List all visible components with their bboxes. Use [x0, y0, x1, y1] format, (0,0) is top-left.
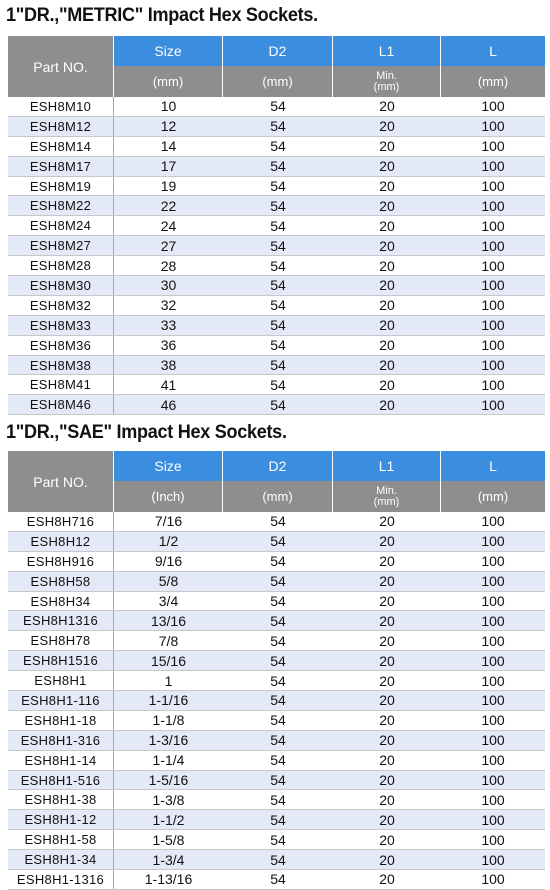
d2-cell: 54: [270, 772, 286, 789]
part-number-cell: ESH8H1-14: [8, 751, 114, 770]
l1-cell: 20: [379, 237, 395, 254]
size-cell: 1-1/8: [152, 712, 185, 729]
l1-cell: 20: [379, 277, 395, 294]
l-cell: 100: [481, 158, 505, 175]
l1-cell: 20: [379, 217, 395, 234]
l-cell: 100: [481, 118, 505, 135]
d2-header: D2: [223, 36, 332, 66]
d2-cell: 54: [270, 712, 286, 729]
l-cell: 100: [481, 851, 505, 868]
d2-cell: 54: [270, 811, 286, 828]
d2-header: D2: [223, 451, 332, 481]
d2-cell: 54: [270, 791, 286, 808]
table-row: [8, 316, 545, 336]
l-cell: 100: [481, 632, 505, 649]
l1-cell: 20: [379, 632, 395, 649]
d2-unit: (mm): [223, 66, 332, 97]
l1-cell: 20: [379, 851, 395, 868]
l1-unit-mm: (mm): [373, 495, 400, 508]
part-number-cell: ESH8H1-38: [8, 790, 114, 809]
size-cell: 27: [160, 237, 177, 254]
l-cell: 100: [481, 138, 505, 155]
part-number-cell: ESH8M14: [8, 137, 114, 156]
table-row: [8, 651, 545, 671]
part-number-cell: ESH8H716: [8, 512, 114, 531]
l1-cell: 20: [379, 396, 395, 413]
part-number-cell: ESH8H12: [8, 532, 114, 551]
d2-unit: (mm): [223, 481, 332, 512]
table-row: [8, 830, 545, 850]
l1-cell: 20: [379, 317, 395, 334]
d2-cell: 54: [270, 513, 286, 530]
l1-cell: 20: [379, 376, 395, 393]
d2-cell: 54: [270, 573, 286, 590]
part-number-cell: ESH8H1-18: [8, 711, 114, 730]
part-number-cell: ESH8M12: [8, 117, 114, 136]
size-cell: 5/8: [158, 573, 179, 590]
l1-header: L1: [333, 36, 440, 66]
d2-cell: 54: [270, 158, 286, 175]
table-row: [8, 216, 545, 236]
size-cell: 41: [160, 376, 177, 393]
l-unit: (mm): [441, 481, 545, 512]
d2-cell: 54: [270, 138, 286, 155]
part-number-cell: ESH8H58: [8, 572, 114, 591]
d2-cell: 54: [270, 851, 286, 868]
l1-cell: 20: [379, 513, 395, 530]
l1-unit: [333, 66, 440, 97]
size-cell: 1-5/8: [152, 831, 185, 848]
part-number-cell: ESH8M19: [8, 177, 114, 196]
l1-cell: 20: [379, 337, 395, 354]
l-cell: 100: [481, 376, 505, 393]
size-cell: 10: [160, 98, 177, 115]
part-number-cell: ESH8H1316: [8, 611, 114, 630]
size-cell: 1-3/16: [148, 732, 189, 749]
part-number-cell: ESH8M17: [8, 157, 114, 176]
table-row: [8, 117, 545, 137]
d2-cell: 54: [270, 732, 286, 749]
size-cell: 1-3/4: [152, 851, 185, 868]
l1-cell: 20: [379, 197, 395, 214]
d2-cell: 54: [270, 396, 286, 413]
l1-cell: 20: [379, 158, 395, 175]
l1-cell: 20: [379, 831, 395, 848]
size-unit: (mm): [114, 66, 222, 97]
l1-unit: [333, 481, 440, 512]
table-row: [8, 572, 545, 592]
table-row: [8, 671, 545, 691]
l-cell: 100: [481, 396, 505, 413]
size-cell: 14: [160, 138, 177, 155]
l-cell: 100: [481, 257, 505, 274]
size-cell: 28: [160, 257, 177, 274]
size-cell: 9/16: [154, 553, 183, 570]
l1-cell: 20: [379, 357, 395, 374]
part-number-cell: ESH8M41: [8, 375, 114, 394]
part-number-cell: ESH8H1-34: [8, 850, 114, 869]
table-row: [8, 236, 545, 256]
size-cell: 12: [160, 118, 177, 135]
l-cell: 100: [481, 513, 505, 530]
size-cell: 7/16: [154, 513, 183, 530]
l-cell: 100: [481, 197, 505, 214]
table-row: [8, 790, 545, 810]
l-cell: 100: [481, 791, 505, 808]
l1-cell: 20: [379, 138, 395, 155]
l-cell: 100: [481, 98, 505, 115]
size-unit: (Inch): [114, 481, 222, 512]
d2-cell: 54: [270, 752, 286, 769]
table-row: [8, 512, 545, 532]
part-no-header: Part NO.: [8, 451, 113, 512]
l-cell: 100: [481, 277, 505, 294]
l1-cell: 20: [379, 118, 395, 135]
d2-cell: 54: [270, 118, 286, 135]
l-cell: 100: [481, 297, 505, 314]
part-number-cell: ESH8H1-516: [8, 771, 114, 790]
table-row: [8, 751, 545, 771]
size-cell: 30: [160, 277, 177, 294]
d2-cell: 54: [270, 217, 286, 234]
d2-cell: 54: [270, 277, 286, 294]
l1-cell: 20: [379, 692, 395, 709]
d2-cell: 54: [270, 553, 286, 570]
d2-cell: 54: [270, 831, 286, 848]
table-row: [8, 870, 545, 890]
l-cell: 100: [481, 712, 505, 729]
size-header: Size: [114, 451, 222, 481]
l-unit: (mm): [441, 66, 545, 97]
part-number-cell: ESH8M28: [8, 256, 114, 275]
l1-cell: 20: [379, 871, 395, 888]
l-cell: 100: [481, 811, 505, 828]
table-row: [8, 256, 545, 276]
l1-cell: 20: [379, 811, 395, 828]
part-number-cell: ESH8M36: [8, 336, 114, 355]
sae-title: 1"DR.,"SAE" Impact Hex Sockets.: [6, 422, 287, 443]
part-number-cell: ESH8M30: [8, 276, 114, 295]
part-number-cell: ESH8H916: [8, 552, 114, 571]
size-cell: 38: [160, 357, 177, 374]
size-cell: 46: [160, 396, 177, 413]
metric-table: [8, 36, 545, 415]
size-cell: 19: [160, 178, 177, 194]
part-no-header: Part NO.: [8, 36, 113, 97]
part-number-cell: ESH8H1-316: [8, 731, 114, 750]
table-row: [8, 196, 545, 216]
sae-table-body: [8, 512, 545, 890]
table-row: [8, 771, 545, 791]
table-row: [8, 157, 545, 177]
l-cell: 100: [481, 217, 505, 234]
size-cell: 22: [160, 197, 177, 214]
d2-cell: 54: [270, 672, 286, 689]
size-cell: 15/16: [150, 652, 187, 669]
l1-cell: 20: [379, 732, 395, 749]
table-row: [8, 592, 545, 612]
l-cell: 100: [481, 178, 505, 194]
l1-cell: 20: [379, 553, 395, 570]
l-cell: 100: [481, 553, 505, 570]
d2-cell: 54: [270, 197, 286, 214]
size-cell: 33: [160, 317, 177, 334]
d2-cell: 54: [270, 297, 286, 314]
part-number-cell: ESH8M24: [8, 216, 114, 235]
table-row: [8, 276, 545, 296]
table-row: [8, 336, 545, 356]
l-header: L: [441, 451, 545, 481]
d2-cell: 54: [270, 376, 286, 393]
l-cell: 100: [481, 772, 505, 789]
table-row: [8, 810, 545, 830]
table-row: [8, 711, 545, 731]
part-number-cell: ESH8M32: [8, 296, 114, 315]
table-row: [8, 532, 545, 552]
l-cell: 100: [481, 692, 505, 709]
size-cell: 24: [160, 217, 177, 234]
sae-table-header: [8, 451, 545, 512]
l-cell: 100: [481, 871, 505, 888]
table-row: [8, 731, 545, 751]
d2-cell: 54: [270, 337, 286, 354]
part-number-cell: ESH8H1-58: [8, 830, 114, 849]
l1-cell: 20: [379, 98, 395, 115]
d2-cell: 54: [270, 593, 286, 609]
table-row: [8, 631, 545, 651]
table-row: [8, 137, 545, 157]
table-row: [8, 611, 545, 631]
d2-cell: 54: [270, 692, 286, 709]
part-number-cell: ESH8M22: [8, 196, 114, 215]
size-cell: 36: [160, 337, 177, 354]
size-cell: 1-3/8: [152, 791, 185, 808]
l-cell: 100: [481, 337, 505, 354]
d2-cell: 54: [270, 237, 286, 254]
part-number-cell: ESH8M10: [8, 97, 114, 116]
l1-cell: 20: [379, 533, 395, 550]
d2-cell: 54: [270, 632, 286, 649]
l1-unit-mm: (mm): [373, 80, 400, 93]
l-cell: 100: [481, 732, 505, 749]
l1-cell: 20: [379, 712, 395, 729]
d2-cell: 54: [270, 317, 286, 334]
part-number-cell: ESH8M38: [8, 356, 114, 375]
size-cell: 3/4: [158, 593, 179, 609]
d2-cell: 54: [270, 533, 286, 550]
metric-table-body: [8, 97, 545, 415]
table-row: [8, 691, 545, 711]
l1-cell: 20: [379, 178, 395, 194]
part-number-cell: ESH8H1-116: [8, 691, 114, 710]
l1-cell: 20: [379, 752, 395, 769]
l-cell: 100: [481, 831, 505, 848]
table-row: [8, 375, 545, 395]
d2-cell: 54: [270, 178, 286, 194]
size-header: Size: [114, 36, 222, 66]
size-cell: 1-1/2: [152, 811, 185, 828]
table-row: [8, 356, 545, 376]
table-row: [8, 296, 545, 316]
d2-cell: 54: [270, 652, 286, 669]
part-number-cell: ESH8M46: [8, 395, 114, 414]
l-cell: 100: [481, 237, 505, 254]
size-cell: 17: [160, 158, 177, 175]
d2-cell: 54: [270, 257, 286, 274]
l1-cell: 20: [379, 297, 395, 314]
part-number-cell: ESH8H34: [8, 592, 114, 611]
d2-cell: 54: [270, 98, 286, 115]
part-number-cell: ESH8H78: [8, 631, 114, 650]
l1-cell: 20: [379, 593, 395, 609]
l-cell: 100: [481, 612, 505, 629]
size-cell: 1/2: [158, 533, 179, 550]
l-cell: 100: [481, 533, 505, 550]
part-number-cell: ESH8H1516: [8, 651, 114, 670]
part-number-cell: ESH8M27: [8, 236, 114, 255]
size-cell: 13/16: [150, 612, 187, 629]
table-row: [8, 552, 545, 572]
l1-cell: 20: [379, 672, 395, 689]
size-cell: 32: [160, 297, 177, 314]
l1-unit-min: Min.: [376, 69, 397, 82]
l-cell: 100: [481, 652, 505, 669]
d2-cell: 54: [270, 871, 286, 888]
size-cell: 1-1/4: [152, 752, 185, 769]
part-number-cell: ESH8M33: [8, 316, 114, 335]
l1-cell: 20: [379, 791, 395, 808]
l-cell: 100: [481, 357, 505, 374]
size-cell: 1-1/16: [148, 692, 189, 709]
table-row: [8, 177, 545, 197]
l1-cell: 20: [379, 772, 395, 789]
d2-cell: 54: [270, 612, 286, 629]
d2-cell: 54: [270, 357, 286, 374]
size-cell: 1-13/16: [144, 871, 193, 888]
l-cell: 100: [481, 317, 505, 334]
part-number-cell: ESH8H1-12: [8, 810, 114, 829]
table-row: [8, 395, 545, 415]
size-cell: 1: [164, 672, 173, 689]
l1-header: L1: [333, 451, 440, 481]
l1-cell: 20: [379, 257, 395, 274]
size-cell: 1-5/16: [148, 772, 189, 789]
metric-title: 1"DR.,"METRIC" Impact Hex Sockets.: [6, 5, 318, 26]
l-cell: 100: [481, 672, 505, 689]
metric-table-header: [8, 36, 545, 97]
l1-cell: 20: [379, 612, 395, 629]
part-number-cell: ESH8H1: [8, 671, 114, 690]
l1-cell: 20: [379, 652, 395, 669]
l1-unit-min: Min.: [376, 484, 397, 497]
sae-table: [8, 451, 545, 890]
l-cell: 100: [481, 752, 505, 769]
size-cell: 7/8: [158, 632, 179, 649]
l-cell: 100: [481, 593, 505, 609]
l-cell: 100: [481, 573, 505, 590]
part-number-cell: ESH8H1-1316: [8, 870, 114, 889]
l1-cell: 20: [379, 573, 395, 590]
table-row: [8, 97, 545, 117]
table-row: [8, 850, 545, 870]
l-header: L: [441, 36, 545, 66]
